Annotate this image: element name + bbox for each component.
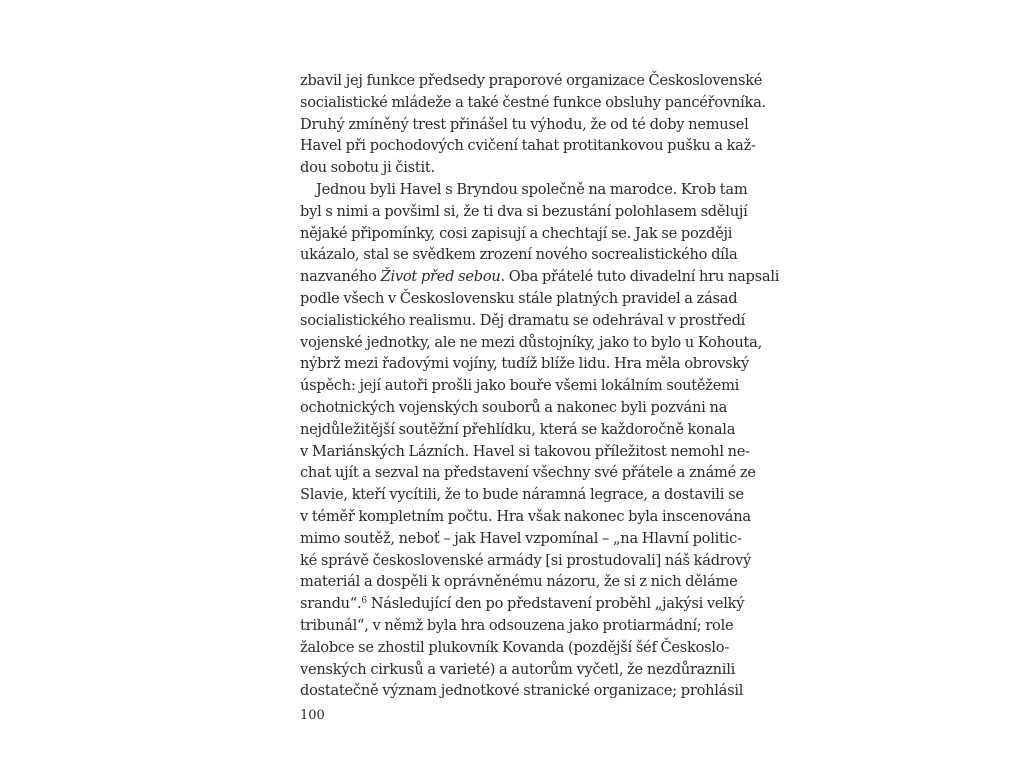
text-line [300,266,780,288]
text-line: nějaké připomínky, cosi zapisují a chechtají se. Jak se později [300,224,733,242]
text-line: ukázalo, stal se svědkem zrození nového socrealistického díla [300,246,738,264]
text-line: Havel při pochodových cvičení tahat protitankovou pušku a kaž- [300,137,756,155]
text-line: tribunál“, v němž byla hra odsouzena jako protiarmádní; role [300,616,734,634]
text-fragment: . Oba přátelé tuto divadelní hru napsali [500,268,780,286]
text-line [300,593,745,615]
text-line: podle všech v Československu stále platných pravidel a zásad [300,289,738,307]
text-line: úspěch: její autoři prošli jako bouře všemi lokálním soutěžemi [300,377,740,395]
text-line: socialistické mládeže a také čestné funkce obsluhy pancéřovníka. [300,93,766,111]
text-line: byl s nimi a povšiml si, že ti dva si bezustání polohlasem sdělují [300,202,748,220]
footnote-marker: 6 [361,596,367,607]
text-line: nýbrž mezi řadovými vojíny, tudíž blíže lidu. Hra měla obrovský [300,355,749,373]
text-line: Jednou byli Havel s Bryndou společně na marodce. Krob tam [316,180,748,198]
text-fragment: nazvaného [300,268,381,286]
text-line: dostatečně význam jednotkové stranické organizace; prohlásil [300,682,744,700]
text-line: v téměř kompletním počtu. Hra však nakonec byla inscenována [300,507,751,525]
text-line: mimo soutěž, neboť – jak Havel vzpomínal – „na Hlavní politic- [300,529,742,547]
play-title: Život před sebou [380,268,501,286]
text-line: dou sobotu ji čistit. [300,159,435,177]
body-text [300,70,780,702]
text-line: socialistického realismu. Děj dramatu se odehrával v prostředí [300,311,746,329]
text-line: zbavil jej funkce předsedy praporové organizace Československé [300,72,763,89]
text-line: materiál a dospěli k oprávněnému názoru, že si z nich děláme [300,573,738,591]
text-fragment: srandu“. [300,595,362,613]
text-line: vojenské jednotky, ale ne mezi důstojníky, jako to bylo u Kohouta, [300,333,762,351]
text-line: Slavie, kteří vycítili, že to bude náramná legrace, a dostavili se [300,486,744,504]
text-line: ochotnických vojenských souborů a nakonec byli pozváni na [300,398,728,416]
text-line: chat ujít a sezval na představení všechny své přátele a známé ze [300,464,756,482]
text-line: v Mariánských Lázních. Havel si takovou příležitost nemohl ne- [300,442,750,460]
text-line: žalobce se zhostil plukovník Kovanda (pozdější šéf Českoslo- [300,638,730,656]
text-line: ké správě československé armády [si prostudovali] náš kádrový [300,551,752,569]
text-fragment: Následující den po představení proběhl „jakýsi velký [366,595,745,613]
text-line: nejdůležitější soutěžní přehlídku, která se každoročně konala [300,420,736,438]
text-line: venských cirkusů a varieté) a autorům vyčetl, že nezdůraznili [300,660,736,678]
page-number: 100 [300,708,325,723]
text-line: Druhý zmíněný trest přinášel tu výhodu, že od té doby nemusel [300,115,749,133]
